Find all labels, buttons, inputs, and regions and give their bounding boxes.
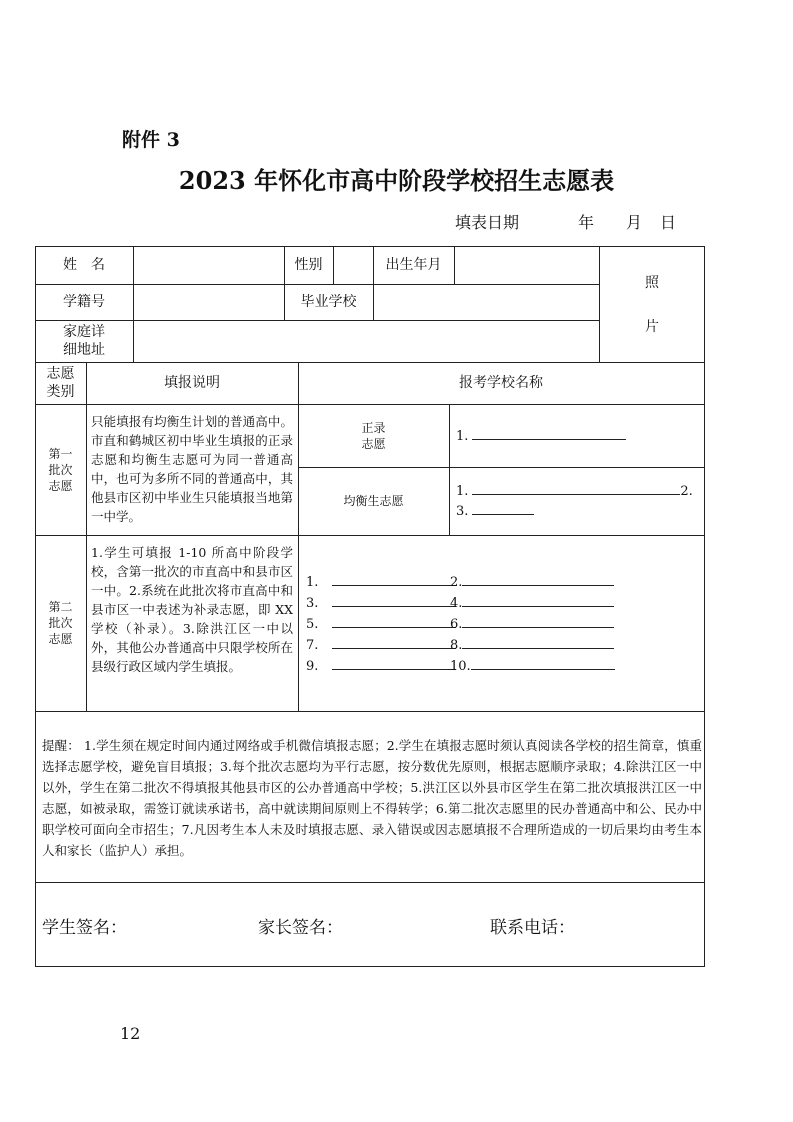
student-id-label: 学籍号 — [63, 294, 105, 310]
entry-number: 5. — [306, 617, 319, 632]
entry-number: 6. — [450, 617, 463, 632]
address-label: 家庭详 细地址 — [63, 324, 105, 358]
batch2-entry-4[interactable] — [450, 592, 614, 615]
entry-blank[interactable] — [332, 592, 456, 607]
batch2-entry-8[interactable] — [450, 634, 614, 657]
month-label: 月 — [626, 213, 643, 232]
entry-blank[interactable] — [462, 613, 614, 628]
gender-label: 性别 — [294, 257, 323, 273]
batch2-entry-1[interactable] — [306, 571, 456, 594]
batch1-regular-entry[interactable] — [456, 425, 626, 448]
batch2-entry-6[interactable] — [450, 613, 614, 636]
school-name-header: 报考学校名称 — [459, 375, 543, 391]
batch1-instructions: 只能填报有均衡生计划的普通高中。市直和鹤城区初中毕业生填报的正录志愿和均衡生志愿可为同一普通高中，也可为多所不同的普通高中，其他县市区初中毕业生只能填报当地第一中学。 — [91, 414, 293, 524]
entry-number: 3. — [456, 504, 469, 519]
entry-number: 1. — [456, 429, 469, 444]
instructions-header: 填报说明 — [164, 375, 220, 391]
batch2-entry-9[interactable] — [306, 655, 456, 678]
batch2-label: 第二 批次 志愿 — [48, 600, 73, 646]
entry-number: 1. — [456, 484, 469, 499]
entry-blank[interactable] — [472, 480, 680, 495]
batch1-label: 第一 批次 志愿 — [48, 446, 73, 493]
entry-number: 1. — [306, 575, 319, 590]
entry-number: 10. — [450, 659, 471, 674]
attachment-label: 附件 3 — [122, 129, 180, 151]
photo-label-bottom: 片 — [645, 319, 659, 335]
batch2-instructions: 1.学生可填报 1-10 所高中阶段学校，含第一批次的市直高中和县市区一中。2.系统在此批次将市直高中和县市区一中表述为补录志愿，即 XX 学校（补录）。3.除洪江区一中以外，其他公办普通高中只限学校所在县级行政区域内学生填报。 — [91, 545, 293, 674]
year-label: 年 — [578, 213, 595, 232]
entry-blank[interactable] — [472, 500, 534, 515]
batch2-entry-5[interactable] — [306, 613, 456, 636]
entry-number: 8. — [450, 638, 463, 653]
batch1-balanced-entry-3[interactable] — [456, 500, 534, 523]
batch2-entry-2[interactable] — [450, 571, 614, 594]
entry-number: 9. — [306, 659, 319, 674]
entry-blank[interactable] — [471, 655, 615, 670]
student-id-field[interactable] — [134, 285, 284, 320]
entry-blank[interactable] — [332, 613, 456, 628]
entry-number: 2. — [680, 484, 693, 499]
address-field[interactable] — [134, 321, 599, 362]
photo-label-top: 照 — [645, 275, 659, 291]
notice-text: 提醒： 1.学生须在规定时间内通过网络或手机微信填报志愿；2.学生在填报志愿时须认真阅读各学校的招生简章，慎重选择志愿学校，避免盲目填报；3.每个批次志愿均为平行志愿，按分数优先原则，根据志愿顺序录取；4.除洪江区一中以外，学生在第二批次不得填报其他县市区的公办普通高中学校；5.洪江区以外县市区学生在第二批次填报洪江区一中志愿，如被录取，需签订就读承诺书，高中就读期间原则上不得转学；6.第二批次志愿里的民办普通高中和公、民办中职学校可面向全市招生；7.凡因考生本人未及时填报志愿、录入错误或因志愿填报不合理所造成的一切后果均由考生本人和家长（监护人）承担。 — [42, 738, 702, 858]
student-signature-label: 学生签名： — [42, 918, 127, 938]
gender-field[interactable] — [334, 247, 373, 284]
entry-blank[interactable] — [332, 634, 456, 649]
entry-number: 2. — [450, 575, 463, 590]
batch1-balanced-label: 均衡生志愿 — [343, 494, 404, 508]
category-header: 志愿 类别 — [46, 366, 75, 400]
entry-blank[interactable] — [332, 655, 456, 670]
batch2-entry-3[interactable] — [306, 592, 456, 615]
day-label: 日 — [660, 213, 677, 232]
entry-number: 4. — [450, 596, 463, 611]
entry-blank[interactable] — [462, 592, 614, 607]
name-field[interactable] — [134, 247, 284, 284]
entry-blank[interactable] — [462, 571, 614, 586]
grad-school-field[interactable] — [374, 285, 599, 320]
batch2-entry-10[interactable] — [450, 655, 615, 678]
date-label: 填表日期 — [455, 213, 520, 232]
batch2-entry-7[interactable] — [306, 634, 456, 657]
name-label: 姓 名 — [63, 257, 105, 273]
phone-label: 联系电话： — [490, 918, 575, 938]
birth-field[interactable] — [455, 247, 599, 284]
grad-school-label: 毕业学校 — [300, 294, 357, 310]
parent-signature-label: 家长签名： — [258, 918, 343, 938]
entry-blank[interactable] — [472, 425, 626, 440]
entry-number: 7. — [306, 638, 319, 653]
entry-blank[interactable] — [332, 571, 456, 586]
birth-label: 出生年月 — [385, 257, 442, 273]
form-title: 2023 年怀化市高中阶段学校招生志愿表 — [178, 166, 615, 195]
entry-blank[interactable] — [462, 634, 614, 649]
batch1-regular-label: 正录 志愿 — [361, 420, 386, 451]
entry-number: 3. — [306, 596, 319, 611]
page-number: 12 — [120, 1024, 141, 1043]
